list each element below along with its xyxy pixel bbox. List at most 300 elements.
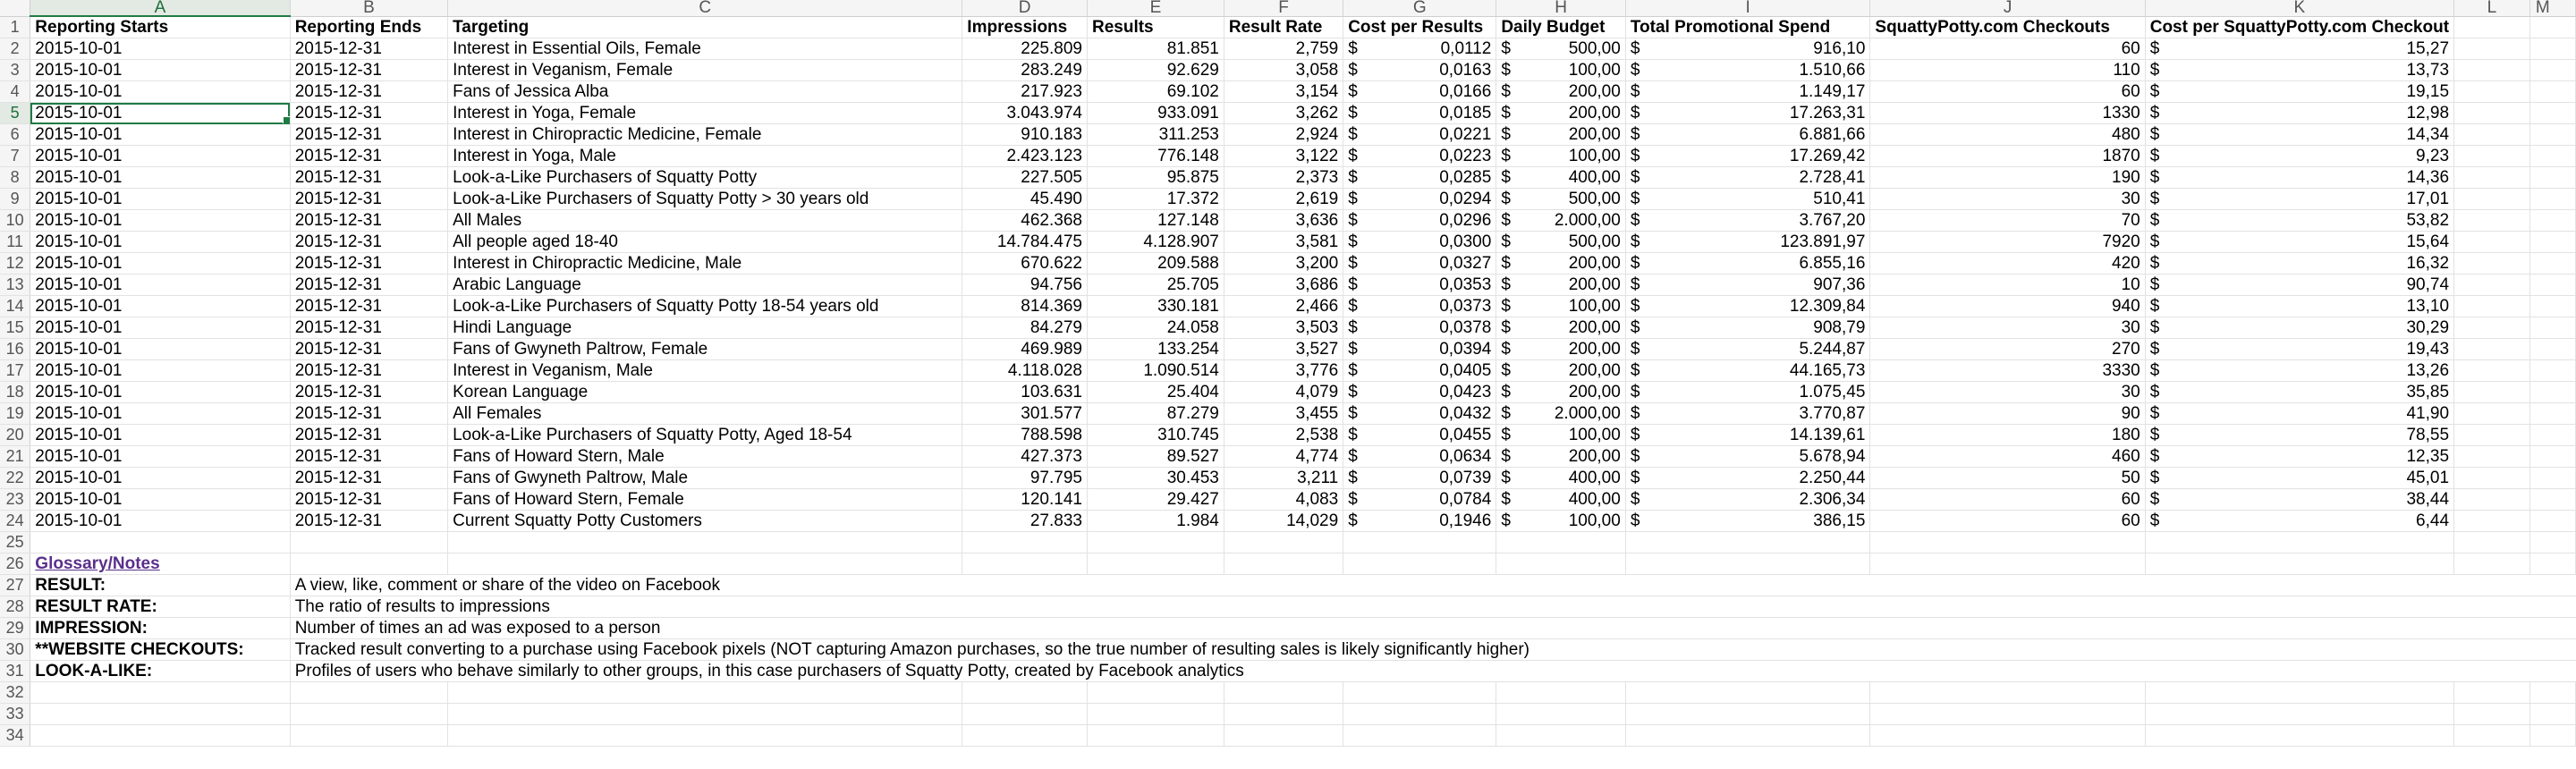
column-header-d[interactable]: D bbox=[962, 0, 1088, 16]
cell-results[interactable]: 311.253 bbox=[1087, 124, 1224, 146]
row-number[interactable]: 34 bbox=[0, 725, 30, 747]
cell-checkouts[interactable]: 940 bbox=[1870, 296, 2145, 317]
cell-daily-budget[interactable] bbox=[1496, 511, 1626, 532]
cell-reporting-ends[interactable]: 2015-12-31 bbox=[290, 360, 447, 382]
cell-total-spend[interactable] bbox=[1625, 38, 1870, 60]
cell-cost-per-result[interactable] bbox=[1343, 425, 1496, 446]
cell-cost-per-result[interactable] bbox=[1343, 81, 1496, 103]
cell-impressions[interactable]: 103.631 bbox=[962, 382, 1088, 403]
cell-reporting-ends[interactable]: 2015-12-31 bbox=[290, 146, 447, 167]
cell-empty[interactable] bbox=[2454, 382, 2530, 403]
cell-daily-budget[interactable] bbox=[1496, 489, 1626, 511]
cell-empty[interactable] bbox=[1496, 704, 1626, 725]
cell-result-rate[interactable]: 3,686 bbox=[1224, 275, 1343, 296]
cell-empty[interactable] bbox=[2145, 725, 2453, 747]
column-header-h[interactable]: H bbox=[1496, 0, 1626, 16]
cell-result-rate[interactable]: 3,503 bbox=[1224, 317, 1343, 339]
cell-daily-budget[interactable] bbox=[1496, 124, 1626, 146]
header-cell-d[interactable]: Impressions bbox=[962, 16, 1088, 38]
cell-empty[interactable] bbox=[2454, 124, 2530, 146]
cell-empty[interactable] bbox=[1224, 704, 1343, 725]
cell-empty[interactable] bbox=[2454, 403, 2530, 425]
cell-targeting[interactable]: All Males bbox=[448, 210, 962, 232]
row-number[interactable]: 17 bbox=[0, 360, 30, 382]
cell-impressions[interactable]: 217.923 bbox=[962, 81, 1088, 103]
cell-results[interactable]: 1.090.514 bbox=[1087, 360, 1224, 382]
cell-empty[interactable] bbox=[1625, 554, 1870, 575]
cell-total-spend[interactable] bbox=[1625, 296, 1870, 317]
cell-daily-budget[interactable] bbox=[1496, 360, 1626, 382]
cell-daily-budget[interactable] bbox=[1496, 275, 1626, 296]
cell-reporting-starts[interactable]: 2015-10-01 bbox=[30, 425, 290, 446]
cell-impressions[interactable]: 227.505 bbox=[962, 167, 1088, 189]
cell-empty[interactable] bbox=[2454, 253, 2530, 275]
cell-total-spend[interactable] bbox=[1625, 446, 1870, 468]
cell-reporting-starts[interactable]: 2015-10-01 bbox=[30, 146, 290, 167]
cell-empty[interactable] bbox=[1224, 725, 1343, 747]
cell-empty[interactable] bbox=[1343, 554, 1496, 575]
cell-reporting-ends[interactable]: 2015-12-31 bbox=[290, 425, 447, 446]
column-header-a[interactable]: A bbox=[30, 0, 290, 16]
cell-reporting-starts[interactable]: 2015-10-01 bbox=[30, 489, 290, 511]
cell-empty[interactable] bbox=[1870, 554, 2145, 575]
cell-empty[interactable] bbox=[1870, 682, 2145, 704]
cell-reporting-starts[interactable]: 2015-10-01 bbox=[30, 339, 290, 360]
cell-cost-per-checkout[interactable] bbox=[2145, 489, 2453, 511]
cell-targeting[interactable]: Interest in Essential Oils, Female bbox=[448, 38, 962, 60]
cell-reporting-ends[interactable]: 2015-12-31 bbox=[290, 103, 447, 124]
cell-empty[interactable] bbox=[2529, 425, 2575, 446]
cell-result-rate[interactable]: 3,776 bbox=[1224, 360, 1343, 382]
cell-cost-per-result[interactable] bbox=[1343, 167, 1496, 189]
cell-results[interactable]: 95.875 bbox=[1087, 167, 1224, 189]
cell-total-spend[interactable] bbox=[1625, 253, 1870, 275]
row-number[interactable]: 13 bbox=[0, 275, 30, 296]
cell-result-rate[interactable]: 3,527 bbox=[1224, 339, 1343, 360]
column-header-k[interactable]: K bbox=[2145, 0, 2453, 16]
cell-empty[interactable] bbox=[2529, 511, 2575, 532]
cell-empty[interactable] bbox=[962, 725, 1088, 747]
row-number[interactable]: 5 bbox=[0, 103, 30, 124]
cell-empty[interactable] bbox=[2529, 468, 2575, 489]
cell-cost-per-result[interactable] bbox=[1343, 103, 1496, 124]
cell-daily-budget[interactable] bbox=[1496, 425, 1626, 446]
cell-targeting[interactable]: Korean Language bbox=[448, 382, 962, 403]
cell-reporting-ends[interactable]: 2015-12-31 bbox=[290, 317, 447, 339]
cell-empty[interactable] bbox=[1087, 554, 1224, 575]
cell-empty[interactable] bbox=[2454, 425, 2530, 446]
cell-impressions[interactable]: 225.809 bbox=[962, 38, 1088, 60]
cell-results[interactable]: 69.102 bbox=[1087, 81, 1224, 103]
row-number[interactable]: 8 bbox=[0, 167, 30, 189]
cell-results[interactable]: 133.254 bbox=[1087, 339, 1224, 360]
cell-impressions[interactable]: 670.622 bbox=[962, 253, 1088, 275]
cell-reporting-starts[interactable]: 2015-10-01 bbox=[30, 60, 290, 81]
cell-checkouts[interactable]: 3330 bbox=[1870, 360, 2145, 382]
cell-empty[interactable] bbox=[30, 532, 290, 554]
cell-empty[interactable] bbox=[1496, 532, 1626, 554]
cell-empty[interactable] bbox=[2454, 317, 2530, 339]
cell-empty[interactable] bbox=[2454, 339, 2530, 360]
glossary-title-cell[interactable] bbox=[30, 554, 290, 575]
cell-empty[interactable] bbox=[2454, 81, 2530, 103]
row-number[interactable]: 3 bbox=[0, 60, 30, 81]
cell-results[interactable]: 30.453 bbox=[1087, 468, 1224, 489]
cell-empty[interactable] bbox=[290, 704, 447, 725]
cell-empty[interactable] bbox=[2529, 682, 2575, 704]
cell-empty[interactable] bbox=[2454, 167, 2530, 189]
cell-reporting-ends[interactable]: 2015-12-31 bbox=[290, 232, 447, 253]
cell-cost-per-result[interactable] bbox=[1343, 296, 1496, 317]
cell-empty[interactable] bbox=[2529, 725, 2575, 747]
cell-reporting-starts[interactable]: 2015-10-01 bbox=[30, 167, 290, 189]
cell-empty[interactable] bbox=[290, 554, 447, 575]
cell-reporting-ends[interactable]: 2015-12-31 bbox=[290, 296, 447, 317]
cell-empty[interactable] bbox=[2454, 360, 2530, 382]
cell-empty[interactable] bbox=[2529, 360, 2575, 382]
cell-total-spend[interactable] bbox=[1625, 210, 1870, 232]
cell-reporting-starts[interactable]: 2015-10-01 bbox=[30, 317, 290, 339]
cell-checkouts[interactable]: 1330 bbox=[1870, 103, 2145, 124]
cell-cost-per-result[interactable] bbox=[1343, 382, 1496, 403]
cell-results[interactable]: 1.984 bbox=[1087, 511, 1224, 532]
cell-empty[interactable] bbox=[2529, 296, 2575, 317]
cell-empty[interactable] bbox=[448, 725, 962, 747]
row-number[interactable]: 9 bbox=[0, 189, 30, 210]
row-number[interactable]: 31 bbox=[0, 661, 30, 682]
cell-cost-per-result[interactable] bbox=[1343, 468, 1496, 489]
cell-daily-budget[interactable] bbox=[1496, 468, 1626, 489]
header-cell-i[interactable]: Total Promotional Spend bbox=[1625, 16, 1870, 38]
cell-result-rate[interactable]: 2,373 bbox=[1224, 167, 1343, 189]
cell-empty[interactable] bbox=[2529, 339, 2575, 360]
cell-empty[interactable] bbox=[1870, 725, 2145, 747]
cell-impressions[interactable]: 462.368 bbox=[962, 210, 1088, 232]
cell-results[interactable]: 24.058 bbox=[1087, 317, 1224, 339]
cell-results[interactable]: 89.527 bbox=[1087, 446, 1224, 468]
cell-reporting-ends[interactable]: 2015-12-31 bbox=[290, 403, 447, 425]
cell-result-rate[interactable]: 2,619 bbox=[1224, 189, 1343, 210]
row-number[interactable]: 1 bbox=[0, 16, 30, 38]
cell-result-rate[interactable]: 2,538 bbox=[1224, 425, 1343, 446]
cell-cost-per-checkout[interactable] bbox=[2145, 232, 2453, 253]
cell-reporting-starts[interactable]: 2015-10-01 bbox=[30, 253, 290, 275]
cell-empty[interactable] bbox=[448, 554, 962, 575]
cell-empty[interactable] bbox=[2529, 124, 2575, 146]
cell-checkouts[interactable]: 420 bbox=[1870, 253, 2145, 275]
cell-reporting-starts[interactable]: 2015-10-01 bbox=[30, 232, 290, 253]
cell-result-rate[interactable]: 3,262 bbox=[1224, 103, 1343, 124]
cell-cost-per-checkout[interactable] bbox=[2145, 511, 2453, 532]
cell-empty[interactable] bbox=[290, 532, 447, 554]
cell-targeting[interactable]: Interest in Chiropractic Medicine, Female bbox=[448, 124, 962, 146]
cell-targeting[interactable]: Look-a-Like Purchasers of Squatty Potty bbox=[448, 167, 962, 189]
cell-cost-per-checkout[interactable] bbox=[2145, 339, 2453, 360]
glossary-link[interactable]: Glossary/Notes bbox=[35, 554, 160, 573]
cell-empty[interactable] bbox=[290, 725, 447, 747]
cell-results[interactable]: 127.148 bbox=[1087, 210, 1224, 232]
cell-cost-per-checkout[interactable] bbox=[2145, 403, 2453, 425]
cell-targeting[interactable]: Interest in Yoga, Female bbox=[448, 103, 962, 124]
cell-impressions[interactable]: 814.369 bbox=[962, 296, 1088, 317]
cell-cost-per-checkout[interactable] bbox=[2145, 60, 2453, 81]
header-cell-l[interactable] bbox=[2454, 16, 2530, 38]
cell-empty[interactable] bbox=[1087, 704, 1224, 725]
column-header-f[interactable]: F bbox=[1224, 0, 1343, 16]
cell-reporting-ends[interactable]: 2015-12-31 bbox=[290, 511, 447, 532]
cell-reporting-ends[interactable]: 2015-12-31 bbox=[290, 124, 447, 146]
cell-cost-per-checkout[interactable] bbox=[2145, 167, 2453, 189]
cell-empty[interactable] bbox=[2454, 554, 2530, 575]
cell-empty[interactable] bbox=[2529, 81, 2575, 103]
cell-empty[interactable] bbox=[2454, 210, 2530, 232]
cell-daily-budget[interactable] bbox=[1496, 60, 1626, 81]
cell-cost-per-checkout[interactable] bbox=[2145, 425, 2453, 446]
cell-empty[interactable] bbox=[2454, 103, 2530, 124]
cell-reporting-ends[interactable]: 2015-12-31 bbox=[290, 210, 447, 232]
cell-cost-per-checkout[interactable] bbox=[2145, 124, 2453, 146]
cell-impressions[interactable]: 27.833 bbox=[962, 511, 1088, 532]
cell-empty[interactable] bbox=[2454, 146, 2530, 167]
glossary-term[interactable]: IMPRESSION: bbox=[30, 618, 290, 639]
cell-empty[interactable] bbox=[2529, 317, 2575, 339]
cell-checkouts[interactable]: 90 bbox=[1870, 403, 2145, 425]
cell-impressions[interactable]: 301.577 bbox=[962, 403, 1088, 425]
cell-empty[interactable] bbox=[2529, 146, 2575, 167]
cell-reporting-starts[interactable]: 2015-10-01 bbox=[30, 275, 290, 296]
cell-checkouts[interactable]: 70 bbox=[1870, 210, 2145, 232]
cell-daily-budget[interactable] bbox=[1496, 210, 1626, 232]
cell-results[interactable]: 330.181 bbox=[1087, 296, 1224, 317]
cell-targeting[interactable]: Fans of Howard Stern, Female bbox=[448, 489, 962, 511]
column-header-e[interactable]: E bbox=[1087, 0, 1224, 16]
cell-empty[interactable] bbox=[1343, 682, 1496, 704]
row-number[interactable]: 26 bbox=[0, 554, 30, 575]
cell-empty[interactable] bbox=[1087, 725, 1224, 747]
cell-results[interactable]: 209.588 bbox=[1087, 253, 1224, 275]
cell-daily-budget[interactable] bbox=[1496, 296, 1626, 317]
cell-total-spend[interactable] bbox=[1625, 103, 1870, 124]
cell-result-rate[interactable]: 14,029 bbox=[1224, 511, 1343, 532]
cell-checkouts[interactable]: 270 bbox=[1870, 339, 2145, 360]
cell-empty[interactable] bbox=[1625, 704, 1870, 725]
cell-total-spend[interactable] bbox=[1625, 146, 1870, 167]
glossary-definition[interactable]: The ratio of results to impressions bbox=[290, 596, 2575, 618]
cell-checkouts[interactable]: 30 bbox=[1870, 189, 2145, 210]
cell-empty[interactable] bbox=[962, 532, 1088, 554]
cell-empty[interactable] bbox=[2529, 489, 2575, 511]
cell-checkouts[interactable]: 30 bbox=[1870, 317, 2145, 339]
cell-daily-budget[interactable] bbox=[1496, 403, 1626, 425]
column-header-b[interactable]: B bbox=[290, 0, 447, 16]
cell-results[interactable]: 4.128.907 bbox=[1087, 232, 1224, 253]
cell-checkouts[interactable]: 10 bbox=[1870, 275, 2145, 296]
cell-reporting-ends[interactable]: 2015-12-31 bbox=[290, 468, 447, 489]
cell-cost-per-checkout[interactable] bbox=[2145, 38, 2453, 60]
glossary-definition[interactable]: Tracked result converting to a purchase using Facebook pixels (NOT capturing Amazon purchases, so the true number of resulting sales is likely significantly higher) bbox=[290, 639, 2575, 661]
cell-cost-per-checkout[interactable] bbox=[2145, 317, 2453, 339]
cell-total-spend[interactable] bbox=[1625, 468, 1870, 489]
cell-empty[interactable] bbox=[1224, 682, 1343, 704]
cell-empty[interactable] bbox=[962, 682, 1088, 704]
cell-empty[interactable] bbox=[2529, 704, 2575, 725]
row-number[interactable]: 12 bbox=[0, 253, 30, 275]
cell-reporting-ends[interactable]: 2015-12-31 bbox=[290, 60, 447, 81]
cell-cost-per-checkout[interactable] bbox=[2145, 81, 2453, 103]
cell-empty[interactable] bbox=[2454, 725, 2530, 747]
cell-result-rate[interactable]: 3,200 bbox=[1224, 253, 1343, 275]
cell-reporting-ends[interactable]: 2015-12-31 bbox=[290, 339, 447, 360]
header-cell-b[interactable]: Reporting Ends bbox=[290, 16, 447, 38]
cell-cost-per-checkout[interactable] bbox=[2145, 275, 2453, 296]
cell-results[interactable]: 776.148 bbox=[1087, 146, 1224, 167]
cell-cost-per-result[interactable] bbox=[1343, 124, 1496, 146]
cell-empty[interactable] bbox=[2529, 60, 2575, 81]
cell-targeting[interactable]: Arabic Language bbox=[448, 275, 962, 296]
cell-reporting-starts[interactable]: 2015-10-01 bbox=[30, 360, 290, 382]
cell-empty[interactable] bbox=[2454, 275, 2530, 296]
cell-result-rate[interactable]: 2,924 bbox=[1224, 124, 1343, 146]
cell-reporting-starts[interactable]: 2015-10-01 bbox=[30, 511, 290, 532]
cell-targeting[interactable]: Hindi Language bbox=[448, 317, 962, 339]
cell-total-spend[interactable] bbox=[1625, 275, 1870, 296]
cell-empty[interactable] bbox=[2529, 554, 2575, 575]
row-number[interactable]: 33 bbox=[0, 704, 30, 725]
header-cell-c[interactable]: Targeting bbox=[448, 16, 962, 38]
column-header-m[interactable]: M bbox=[2529, 0, 2575, 16]
cell-empty[interactable] bbox=[290, 682, 447, 704]
cell-total-spend[interactable] bbox=[1625, 511, 1870, 532]
cell-empty[interactable] bbox=[2454, 532, 2530, 554]
cell-targeting[interactable]: Look-a-Like Purchasers of Squatty Potty > 30 years old bbox=[448, 189, 962, 210]
cell-daily-budget[interactable] bbox=[1496, 339, 1626, 360]
cell-empty[interactable] bbox=[1625, 725, 1870, 747]
cell-empty[interactable] bbox=[1343, 704, 1496, 725]
cell-results[interactable]: 81.851 bbox=[1087, 38, 1224, 60]
cell-result-rate[interactable]: 3,058 bbox=[1224, 60, 1343, 81]
cell-impressions[interactable]: 84.279 bbox=[962, 317, 1088, 339]
cell-result-rate[interactable]: 3,581 bbox=[1224, 232, 1343, 253]
row-number[interactable]: 14 bbox=[0, 296, 30, 317]
glossary-term[interactable]: RESULT: bbox=[30, 575, 290, 596]
header-cell-a[interactable]: Reporting Starts bbox=[30, 16, 290, 38]
cell-cost-per-result[interactable] bbox=[1343, 339, 1496, 360]
cell-cost-per-result[interactable] bbox=[1343, 253, 1496, 275]
cell-total-spend[interactable] bbox=[1625, 425, 1870, 446]
cell-reporting-ends[interactable]: 2015-12-31 bbox=[290, 489, 447, 511]
cell-cost-per-result[interactable] bbox=[1343, 275, 1496, 296]
cell-checkouts[interactable]: 110 bbox=[1870, 60, 2145, 81]
cell-targeting[interactable]: Fans of Gwyneth Paltrow, Male bbox=[448, 468, 962, 489]
cell-daily-budget[interactable] bbox=[1496, 253, 1626, 275]
cell-total-spend[interactable] bbox=[1625, 489, 1870, 511]
cell-checkouts[interactable]: 30 bbox=[1870, 382, 2145, 403]
cell-daily-budget[interactable] bbox=[1496, 146, 1626, 167]
cell-empty[interactable] bbox=[2454, 511, 2530, 532]
cell-empty[interactable] bbox=[1625, 682, 1870, 704]
cell-empty[interactable] bbox=[2529, 232, 2575, 253]
cell-cost-per-result[interactable] bbox=[1343, 232, 1496, 253]
cell-empty[interactable] bbox=[2454, 60, 2530, 81]
cell-daily-budget[interactable] bbox=[1496, 232, 1626, 253]
cell-results[interactable]: 25.705 bbox=[1087, 275, 1224, 296]
cell-targeting[interactable]: All Females bbox=[448, 403, 962, 425]
row-number[interactable]: 25 bbox=[0, 532, 30, 554]
cell-empty[interactable] bbox=[1343, 532, 1496, 554]
cell-empty[interactable] bbox=[2454, 704, 2530, 725]
cell-cost-per-result[interactable] bbox=[1343, 403, 1496, 425]
cell-cost-per-checkout[interactable] bbox=[2145, 360, 2453, 382]
cell-results[interactable]: 17.372 bbox=[1087, 189, 1224, 210]
cell-impressions[interactable]: 3.043.974 bbox=[962, 103, 1088, 124]
cell-empty[interactable] bbox=[448, 704, 962, 725]
cell-total-spend[interactable] bbox=[1625, 317, 1870, 339]
cell-total-spend[interactable] bbox=[1625, 360, 1870, 382]
cell-cost-per-result[interactable] bbox=[1343, 146, 1496, 167]
cell-result-rate[interactable]: 3,455 bbox=[1224, 403, 1343, 425]
cell-results[interactable]: 87.279 bbox=[1087, 403, 1224, 425]
cell-impressions[interactable]: 469.989 bbox=[962, 339, 1088, 360]
row-number[interactable]: 6 bbox=[0, 124, 30, 146]
cell-cost-per-checkout[interactable] bbox=[2145, 296, 2453, 317]
cell-empty[interactable] bbox=[962, 554, 1088, 575]
cell-empty[interactable] bbox=[2529, 446, 2575, 468]
column-header-i[interactable]: I bbox=[1625, 0, 1870, 16]
cell-cost-per-checkout[interactable] bbox=[2145, 146, 2453, 167]
cell-targeting[interactable]: Fans of Howard Stern, Male bbox=[448, 446, 962, 468]
glossary-definition[interactable]: Profiles of users who behave similarly to other groups, in this case purchasers of Squatty Potty, created by Facebook analytics bbox=[290, 661, 2575, 682]
cell-empty[interactable] bbox=[2529, 189, 2575, 210]
cell-total-spend[interactable] bbox=[1625, 124, 1870, 146]
cell-result-rate[interactable]: 4,083 bbox=[1224, 489, 1343, 511]
cell-result-rate[interactable]: 3,211 bbox=[1224, 468, 1343, 489]
cell-reporting-starts[interactable]: 2015-10-01 bbox=[30, 296, 290, 317]
cell-impressions[interactable]: 4.118.028 bbox=[962, 360, 1088, 382]
cell-reporting-starts[interactable]: 2015-10-01 bbox=[30, 446, 290, 468]
cell-empty[interactable] bbox=[2454, 489, 2530, 511]
cell-empty[interactable] bbox=[2454, 468, 2530, 489]
cell-empty[interactable] bbox=[1224, 532, 1343, 554]
cell-checkouts[interactable]: 50 bbox=[1870, 468, 2145, 489]
cell-impressions[interactable]: 94.756 bbox=[962, 275, 1088, 296]
cell-cost-per-checkout[interactable] bbox=[2145, 103, 2453, 124]
cell-cost-per-result[interactable] bbox=[1343, 317, 1496, 339]
cell-empty[interactable] bbox=[30, 682, 290, 704]
cell-checkouts[interactable]: 460 bbox=[1870, 446, 2145, 468]
row-number[interactable]: 27 bbox=[0, 575, 30, 596]
cell-empty[interactable] bbox=[2529, 38, 2575, 60]
cell-empty[interactable] bbox=[2145, 554, 2453, 575]
cell-targeting[interactable]: Interest in Veganism, Female bbox=[448, 60, 962, 81]
cell-empty[interactable] bbox=[2529, 275, 2575, 296]
cell-empty[interactable] bbox=[2145, 704, 2453, 725]
cell-reporting-ends[interactable]: 2015-12-31 bbox=[290, 253, 447, 275]
cell-empty[interactable] bbox=[2529, 167, 2575, 189]
cell-impressions[interactable]: 45.490 bbox=[962, 189, 1088, 210]
row-number[interactable]: 29 bbox=[0, 618, 30, 639]
cell-empty[interactable] bbox=[30, 725, 290, 747]
cell-cost-per-result[interactable] bbox=[1343, 511, 1496, 532]
cell-impressions[interactable]: 910.183 bbox=[962, 124, 1088, 146]
cell-results[interactable]: 25.404 bbox=[1087, 382, 1224, 403]
cell-cost-per-result[interactable] bbox=[1343, 360, 1496, 382]
cell-total-spend[interactable] bbox=[1625, 189, 1870, 210]
row-number[interactable]: 24 bbox=[0, 511, 30, 532]
cell-cost-per-result[interactable] bbox=[1343, 60, 1496, 81]
row-number[interactable]: 18 bbox=[0, 382, 30, 403]
cell-reporting-starts[interactable]: 2015-10-01 bbox=[30, 81, 290, 103]
cell-total-spend[interactable] bbox=[1625, 232, 1870, 253]
